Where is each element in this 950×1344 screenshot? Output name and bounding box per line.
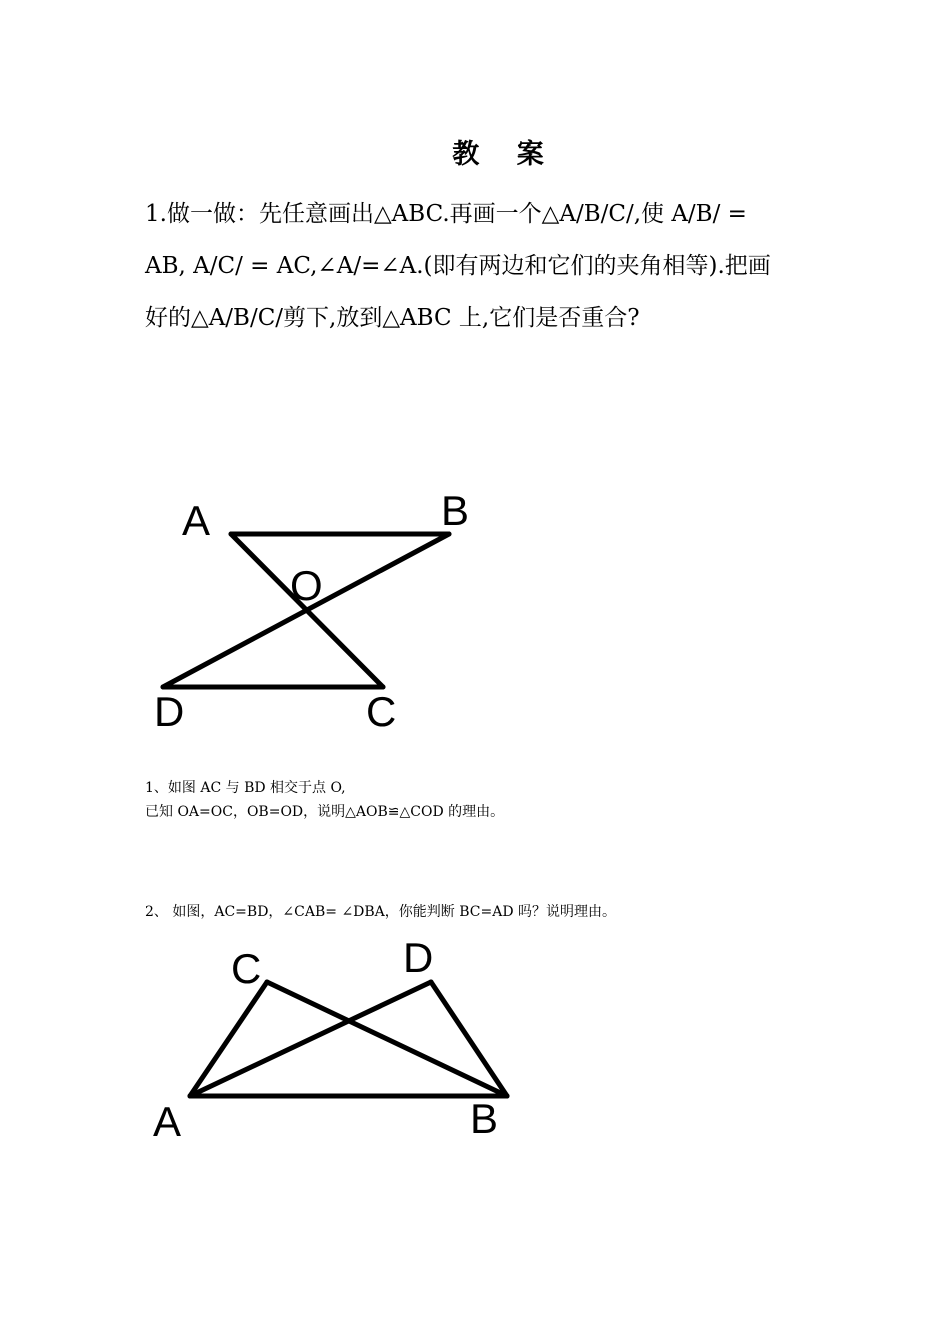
figure-2 <box>190 982 507 1096</box>
label-b: B <box>470 1095 499 1142</box>
figure-1 <box>163 534 449 687</box>
segment-ca <box>231 534 383 687</box>
label-d: D <box>154 688 185 735</box>
label-o: O <box>290 562 323 609</box>
exercise-1-line: 已知 OA=OC，OB=OD，说明△AOB≌△COD 的理由。 <box>145 804 505 820</box>
label-d: D <box>403 934 434 981</box>
label-a: A <box>153 1098 182 1145</box>
label-c: C <box>366 688 397 735</box>
label-a: A <box>182 497 211 544</box>
question-1-line: AB, A/C/ = AC,∠A/=∠A.(即有两边和它们的夹角相等).把画 <box>145 253 771 279</box>
question-1-line: 1.做一做：先任意画出△ABC.再画一个△A/B/C/,使 A/B/ = <box>145 201 747 227</box>
label-b: B <box>441 487 470 534</box>
exercise-1-line: 1、如图 AC 与 BD 相交于点 O, <box>145 780 346 796</box>
question-1-line: 好的△A/B/C/剪下,放到△ABC 上,它们是否重合? <box>145 305 640 331</box>
page-title: 教 案 <box>452 139 558 170</box>
exercise-1 <box>145 776 504 824</box>
exercise-2: 2、 如图，AC=BD，∠CAB= ∠DBA，你能判断 BC=AD 吗？说明理由。 <box>145 904 617 920</box>
label-c: C <box>231 945 262 992</box>
